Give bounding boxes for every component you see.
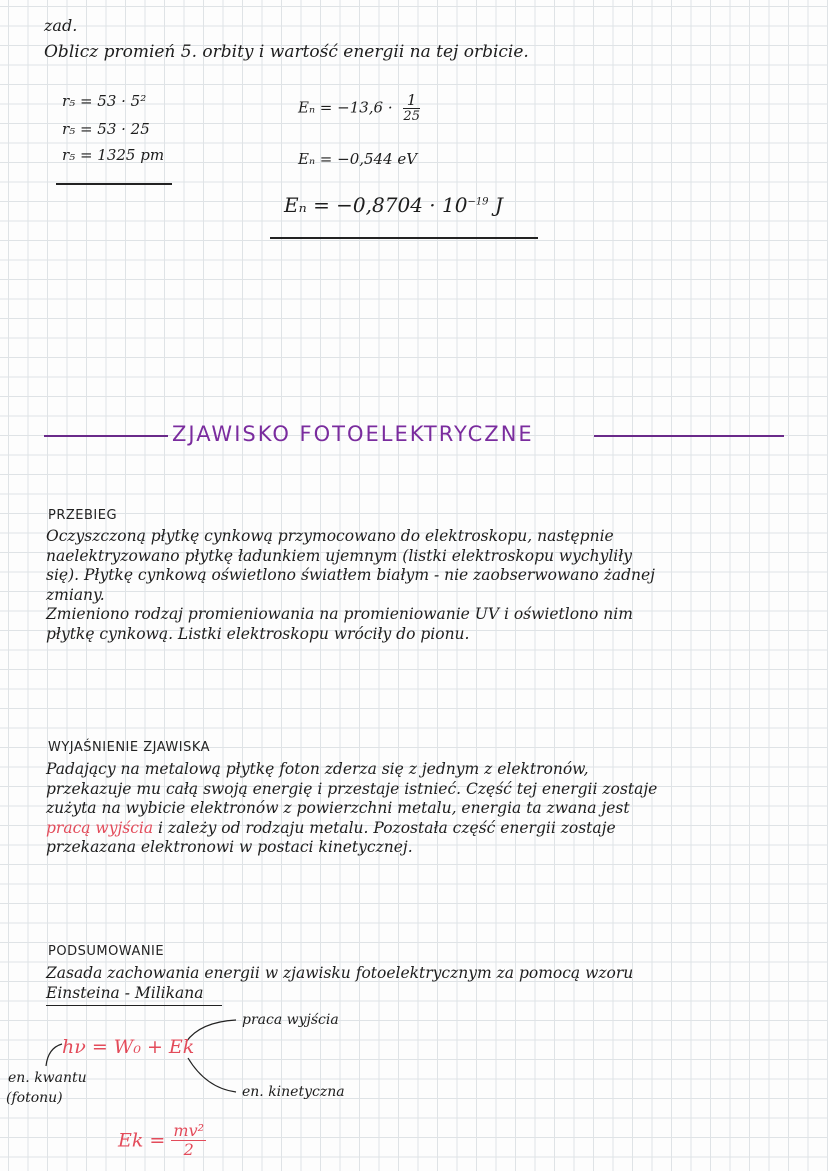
energy-line-3 [284,193,503,217]
radius-line-1: r₅ = 53 · 5² [62,92,147,110]
energy-line-3-exp: −19 [467,196,489,208]
ek-fraction-den: 2 [183,1140,194,1159]
wyjasnienie-text [46,760,657,858]
energy-line-3-unit: J [494,193,503,217]
przebieg-line-6: płytkę cynkową. Listki elektroskopu wróciły do pionu. [46,624,470,643]
przebieg-line-2: naelektryzowano płytkę ładunkiem ujemnym (listki elektroskopu wychyliły [46,546,633,565]
energy-fraction [403,92,420,125]
podsumowanie-line-1: Zasada zachowania energii w zjawisku fotoelektrycznym za pomocą wzoru [46,964,634,982]
ek-fraction-num: mv² [173,1121,205,1140]
energy-line-3-main: Eₙ = −0,8704 · 10 [284,193,468,217]
einstein-underline [46,1005,222,1006]
task-instruction: Oblicz promień 5. orbity i wartość energii na tej orbicie. [44,42,529,62]
einstein-formula: hν = W₀ + Ek [62,1036,195,1058]
wyjasnienie-heading: WYJAŚNIENIE ZJAWISKA [48,740,211,755]
ek-prefix: Ek = [118,1129,166,1152]
wyjasnienie-line-4 [46,819,657,839]
podsumowanie-text [46,964,633,1003]
wyjasnienie-line-1: Padający na metalową płytkę foton zderza się z jednym z elektronów, [46,760,589,778]
work-function-term: pracą wyjścia [46,818,154,837]
quantum-energy-label-1: en. kwantu [8,1070,87,1086]
quantum-energy-label-2: (fotonu) [6,1090,63,1106]
przebieg-text [46,527,655,644]
radius-underline [56,183,172,185]
radius-line-2: r₅ = 53 · 25 [62,120,150,138]
wyjasnienie-line-5: przekazana elektronowi w postaci kinetycznej. [46,838,413,856]
energy-fraction-den: 25 [403,109,420,124]
ek-fraction [171,1122,206,1159]
arrow-to-quantum-label [46,1044,62,1066]
podsumowanie-line-2: Einsteina - Milikana [46,983,204,1002]
przebieg-line-5: Zmieniono rodzaj promieniowania na promieniowanie UV i oświetlono nim [46,605,633,623]
podsumowanie-heading: PODSUMOWANIE [48,944,165,959]
przebieg-line-1: Oczyszczoną płytkę cynkową przymocowano do elektroskopu, następnie [46,527,614,545]
przebieg-line-3: się). Płytkę cynkową oświetlono światłem białym - nie zaobserwowano żadnej [46,566,655,584]
energy-line-1-prefix: Eₙ = −13,6 · [298,98,393,117]
energy-underline [270,237,538,239]
title-rule-left [44,435,168,437]
radius-line-3: r₅ = 1325 pm [62,146,165,164]
wyjasnienie-line-3: zużyta na wybicie elektronów z powierzchni metalu, energia ta zwana jest [46,799,630,817]
energy-line-2: Eₙ = −0,544 eV [298,150,418,168]
przebieg-line-4: zmiany. [46,585,105,604]
przebieg-heading: PRZEBIEG [48,508,118,523]
energy-line-1 [298,92,420,125]
arrow-to-kinetic-label [188,1058,236,1092]
energy-fraction-num: 1 [403,92,420,109]
work-function-label: praca wyjścia [242,1012,339,1028]
section-title: ZJAWISKO FOTOELEKTRYCZNE [172,422,534,446]
wyjasnienie-line-2: przekazuje mu całą swoją energię i przestaje istnieć. Część tej energii zostaje [46,779,658,798]
title-rule-right [594,435,784,437]
kinetic-energy-label: en. kinetyczna [242,1084,345,1100]
kinetic-energy-formula [118,1122,206,1159]
wyjasnienie-line-4-rest: i zależy od rodzaju metalu. Pozostała część energii zostaje [153,818,616,837]
task-label: zad. [44,16,78,35]
